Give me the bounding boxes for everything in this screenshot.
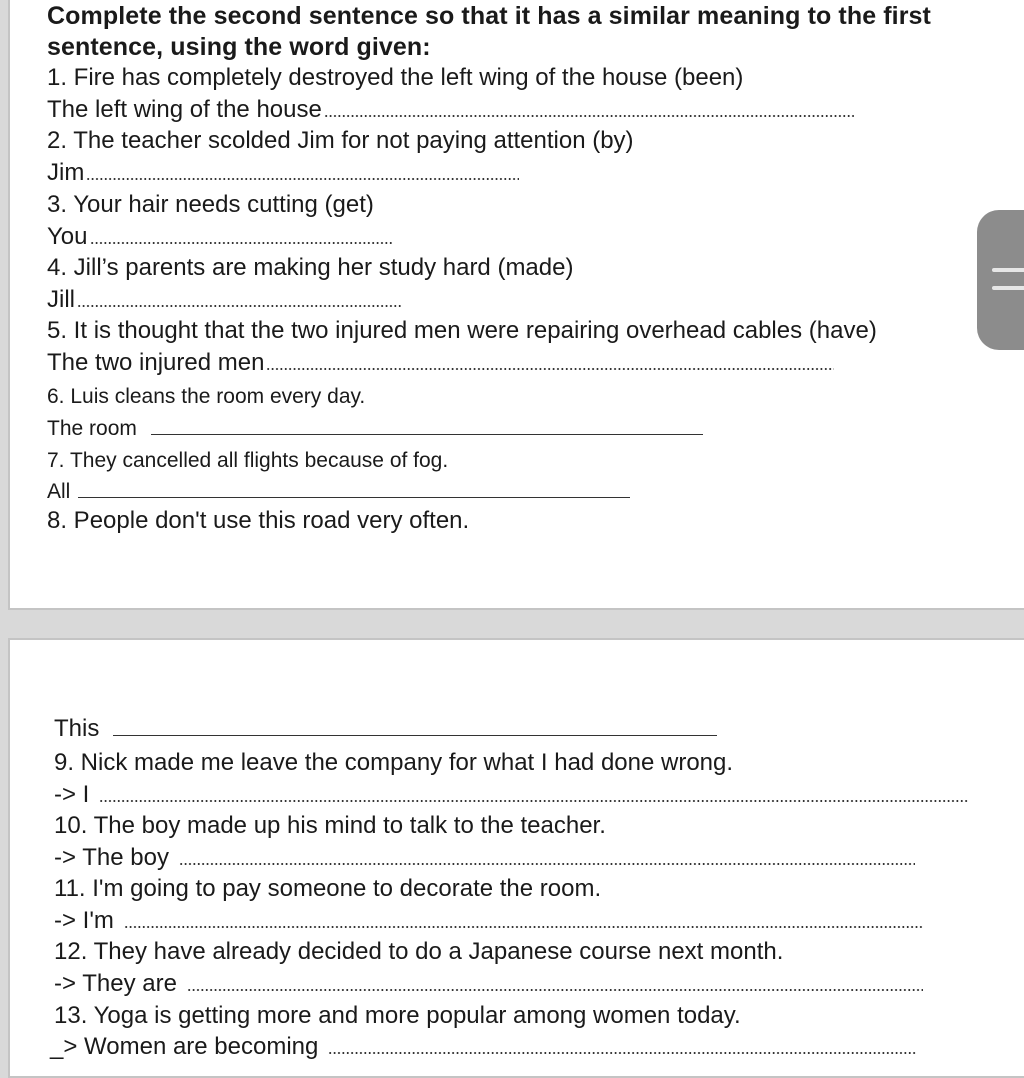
question-11: 11. I'm going to pay someone to decorate the room.	[54, 875, 602, 902]
answer-line-1	[47, 98, 854, 122]
question-9: 9. Nick made me leave the company for what I had done wrong.	[54, 749, 734, 776]
answer-line-6	[47, 418, 703, 439]
handle-grip-icon	[992, 286, 1024, 290]
question-13: 13. Yoga is getting more and more popular among women today.	[54, 1002, 741, 1029]
question-8: 8. People don't use this road very often.	[47, 507, 470, 534]
answer-prompt-3: You	[47, 223, 88, 250]
answer-line-4	[47, 288, 402, 312]
answer-blank-2[interactable]	[86, 178, 519, 180]
instruction-line-2: sentence, using the word given:	[47, 33, 431, 61]
answer-prompt-7: All	[47, 480, 71, 503]
answer-prompt-1: The left wing of the house	[47, 96, 322, 123]
answer-line-2	[47, 161, 519, 185]
question-6: 6. Luis cleans the room every day.	[47, 385, 366, 408]
question-12: 12. They have already decided to do a Japanese course next month.	[54, 938, 784, 965]
question-3: 3. Your hair needs cutting (get)	[47, 191, 374, 218]
answer-line-10	[54, 846, 915, 870]
answer-prompt-9: -> I	[54, 781, 90, 808]
answer-blank-11[interactable]	[124, 926, 924, 928]
answer-line-12	[54, 972, 923, 996]
answer-line-3	[47, 225, 392, 249]
answer-blank-13[interactable]	[328, 1052, 916, 1054]
answer-prompt-6: The room	[47, 417, 137, 440]
answer-blank-4[interactable]	[77, 305, 402, 307]
answer-blank-10[interactable]	[179, 863, 915, 865]
answer-prompt-12: -> They are	[54, 970, 177, 997]
question-1: 1. Fire has completely destroyed the left wing of the house (been)	[47, 64, 744, 91]
answer-line-5	[47, 351, 834, 375]
instruction-line-1: Complete the second sentence so that it has a similar meaning to the first	[47, 2, 931, 30]
answer-line-8	[54, 717, 717, 741]
question-2: 2. The teacher scolded Jim for not paying attention (by)	[47, 127, 634, 154]
answer-blank-1[interactable]	[324, 115, 854, 117]
answer-blank-3[interactable]	[90, 242, 392, 244]
answer-blank-7[interactable]	[78, 497, 630, 498]
answer-prompt-5: The two injured men	[47, 349, 265, 376]
drag-handle[interactable]	[977, 210, 1024, 350]
answer-blank-8[interactable]	[113, 735, 717, 736]
answer-prompt-13: _> Women are becoming	[50, 1033, 319, 1060]
handle-grip-icon	[992, 268, 1024, 272]
answer-prompt-4: Jill	[47, 286, 75, 313]
question-5: 5. It is thought that the two injured men were repairing overhead cables (have)	[47, 317, 877, 344]
answer-line-7	[47, 481, 630, 502]
answer-blank-6[interactable]	[151, 434, 703, 435]
answer-prompt-11: -> I'm	[54, 907, 114, 934]
answer-prompt-2: Jim	[47, 159, 85, 186]
answer-blank-5[interactable]	[266, 368, 834, 370]
answer-blank-9[interactable]	[99, 800, 969, 802]
question-7: 7. They cancelled all flights because of fog.	[47, 449, 449, 472]
answer-line-11	[54, 909, 924, 933]
question-4: 4. Jill’s parents are making her study hard (made)	[47, 254, 574, 281]
answer-blank-12[interactable]	[187, 989, 923, 991]
answer-line-9	[54, 783, 969, 807]
answer-prompt-8: This	[54, 715, 100, 742]
question-10: 10. The boy made up his mind to talk to the teacher.	[54, 812, 606, 839]
answer-line-13	[50, 1035, 916, 1059]
answer-prompt-10: -> The boy	[54, 844, 169, 871]
